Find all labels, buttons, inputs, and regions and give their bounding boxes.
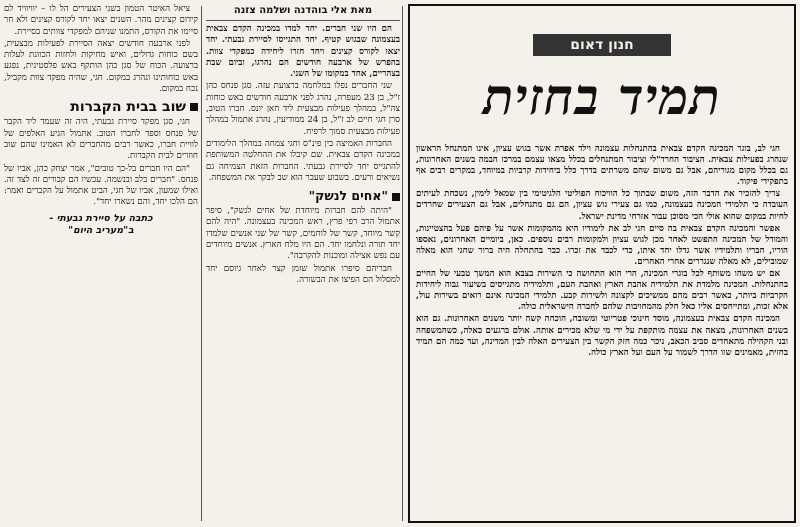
- middle-author-line: מאת אלי בוהדנה ושלמה צזנה: [206, 4, 400, 21]
- left-column: [4, 4, 198, 523]
- article-paragraph: אם יש משהו משותף לכל בוגרי המכינה, הרי הוא התחושה כי השירות בצבא הוא המשך טבעי של החיים בהתנחלות. המכינה מלמדת את תלמידיה אהבת הארץ ואהבת העם, ותלמידיה מתגייסים בשיעור גבוה ליחידות הקרביות ביותר, כאשר רבים מהם ממשיכים לקצונה ולשירות קבע. תלמידי המכינה אינם רואים בשירות עול, אלא זכות, ומתייחסים אליו כאל חלק מהמחויבות שלהם לחברה הישראלית כולה.: [416, 269, 788, 313]
- middle-paragraph: שני החברים נפלו במלחמה ברצועת עזה. סגן פנחס כהן ז"ל, בן 23 מעפרה, נהרג לפני ארבעה חודשים באש כוחות צה"ל, במהלך פעילות מבצעית ליד חאן יונס. חברו הטוב, סרן חגי חיים לב ז"ל, בן 24 ממודיעין, נהרג אתמול במהלך פעילות מבצעית סמוך לרפיח.: [206, 81, 400, 137]
- middle-lead-paragraph: הם היו שני חברים. יחד למדו במכינה הקדם צבאית בעצמונה שבגוש קטיף. יחד התגייסו לסיירת גבעתי. יחד יצאו לקורס קצינים ויחד חזרו ליחידה כמפקדי צוות. בהפרש של ארבעה חודשים הם נהרגו, וביום שבת בצהריים, אחד במקומו של השני.: [206, 24, 400, 80]
- left-paragraph: לפני ארבעה חודשים יצאה הסיירת לפעילות מבצעית, בשם כוחות גדולים, ואיש מחיקות ולחזות הכוונת לעלות ברצועה. הכוח של סגן כהן הותקף באש פלסטינית, נפגע באש כוחותינו ונהרג במקום. חגי, שהיה מפקד צוות מקביל, נכח במקום.: [4, 38, 198, 95]
- article-headline: תמיד בחזית: [483, 67, 721, 126]
- square-bullet-icon: [392, 193, 400, 201]
- article-paragraph: צריך להזכיר את הדבר הזה, משום שבתוך כל הוויכוח הפוליטי הלגיטימי בין שמאל לימין, נשכחת לעיתים העובדה כי תלמידי המכינה בעצמונה, כמו גם צעירי גוש עציון, הם גם מתנחלים, אבל גם הצעירים שחרדים לחיות במקום שהוא אולי הכי מסוכן עבור אזרחי מדינת ישראל.: [416, 189, 788, 222]
- article-paragraph: חגי לב, בוגר המכינה הקדם צבאית בהתנחלות עצמונה וילד אפרת אשר בגוש עציון, אינו המתנחל הראשון שנהרג בפעילות צבאית. הציבור החרד"לי וציבור המתנחלים בכלל מצאו עצמם במרכז הבמה בשנים האחרונות, גם בכלל מקום מגוריהם, אבל גם משום שהם משרתים בדרך כלל ביחידות קרביות במיוחד, במקרים רבים אף בתפקידי פיקוד.: [416, 144, 788, 188]
- source-credit: כתבה על סיירת גבעתי - ב"מעריב היום": [49, 212, 153, 236]
- middle-subheading: "אחים לנשק": [206, 188, 400, 204]
- left-subheading: שוב בבית הקברות: [4, 99, 198, 115]
- middle-column: [206, 4, 400, 523]
- left-paragraph: ציאל האיטר הטמון בשני הצעירים הל לו – יוויוויד לם קידום קצינים מהר. השנים יצאו יחד לקורס קצינים ולא חר סיימו את הקורס, התמנו שניהם למפקדי צוותים בסיירת.: [4, 4, 198, 37]
- article-body: [416, 144, 788, 359]
- middle-paragraph: חבריהם סיפרו אתמול שזמן קצר לאחר גיוסם יחד למסלול הם הפיצו את הבשורה.: [206, 263, 400, 285]
- left-paragraph: חגי, סגן מפקד סיירת גבעתי, היה זה שעמד ליד הקבר של פנחס וספד לחברו הטוב. אתמול הגיע האלפים של לוויית חברו, כאשר רבים מהחברים לא האמינו שהם שוב חוזרים לבית הקברות.: [4, 117, 198, 162]
- article-paragraph: המכינה הקדם צבאית בעצמונה, מוסד חינוכי פטריוטי ומשובח, הוכחה קשה יותר משנים האחרונות. גם הוא בשנים האחרונות, מצאה את עצמה מותקפת על ידי מי שלא מכירים אותה. אולם ברגעים כאלה, כשהמשפחה ובני הקהילה מתאחדים סביב הכאב, ניכר כמה חזק הקשר בין הצעירים האלה לבין המדינה, ועד כמה הם תמיד בחזית, מאמינים שזו הדרך לשמור על העם ועל הארץ כולה.: [416, 314, 788, 358]
- featured-article-box: [408, 4, 796, 523]
- column-divider: [201, 6, 202, 521]
- middle-paragraph: "היתה להם חברות מיוחדת של אחים לנשק", סיפר אתמול הרב רפי פרץ, ראש המכינה בעצמונה. "היה להם קשר מיוחד, קשר של לוחמים, קשר של שני אנשים שלמדו יחד תורה ונלחמו יחד. הם היו מלח הארץ. אנשים מיוחדים עם נפש אצילה ומוכנות להקרבה".: [206, 206, 400, 262]
- middle-paragraph: החברות האמיצה בין פינ"ס וחגי צמחה במהלך הלימודים במכינה הקדם צבאית. שם קיבלו את ההחלטה המשותפת להתגייס יחד לסיירת גבעתי. החברות הזאת הצמיחה גם נשיאים ורעים. בשבוע שעבר הוא שב לבקר את המשפחה.: [206, 138, 400, 183]
- author-byline: חנון דאום: [533, 34, 671, 56]
- article-paragraph: אפשר והמכינה הקדם צבאית בה סיים חגי לב את לימודיו היא מהמקומות אשר על פיהם פעל בהצטיינות, והמודל של המכינה התפשט לאחר מכן לגוש עציון ולמקומות רבים נוספים. כאן, ביומיים האחרונים, נאספו הוריו, חבריו ותלמידיו אשר גדלו יחד איתו, כדי לכבד את זכרו. כבר בהתחלה היה ברור שחגי הוא מאלה שמובילים, לא מאלה שנגררים אחרי האחרים.: [416, 223, 788, 267]
- left-paragraph: "הם היו חברים בל-כך טובים", אמר יצחק כהן, אביו של פנחס. "חברים בלב ובנשמה. עכשיו הם קבורים זה לצד זה. ואילו שמעון, אביו של חגי, הביט אתמול על הקברים ואמר: הם הלכו יחד, והם נשארו יחד".: [4, 163, 198, 208]
- column-divider: [402, 6, 403, 521]
- square-bullet-icon: [190, 103, 198, 111]
